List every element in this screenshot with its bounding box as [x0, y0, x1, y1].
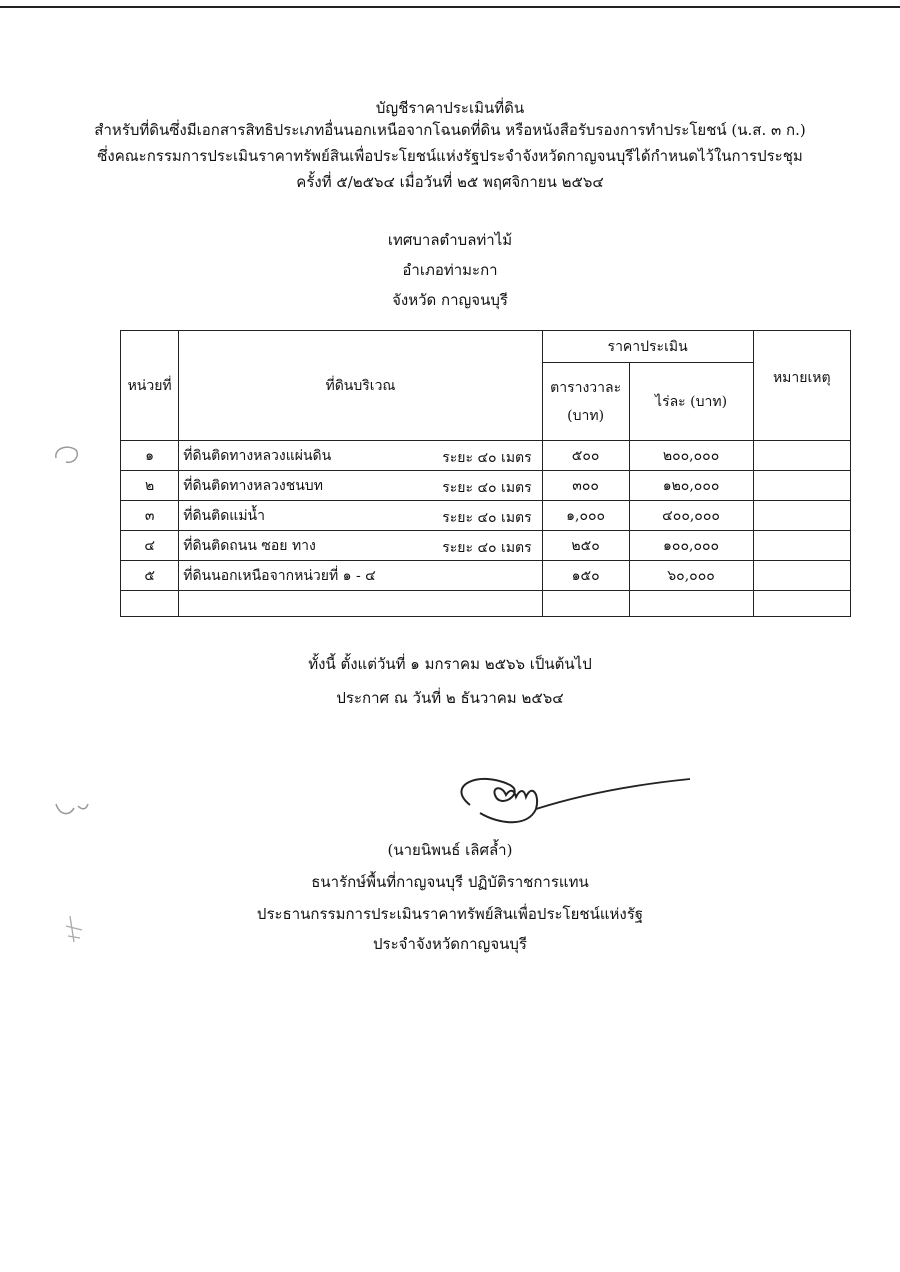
cell-per-rai: ๒๐๐,๐๐๐ — [629, 441, 753, 471]
area-distance: ระยะ ๔๐ เมตร — [442, 450, 532, 466]
cell-per-wa: ๒๕๐ — [542, 531, 629, 561]
cell-per-rai: ๑๐๐,๐๐๐ — [629, 531, 753, 561]
document-subtitle-line-2: ซึ่งคณะกรรมการประเมินราคาทรัพย์สินเพื่อประโยชน์แห่งรัฐประจำจังหวัดกาญจนบุรีได้กำหนดไว้ในการประชุม — [97, 147, 803, 165]
cell-per-wa: ๑,๐๐๐ — [542, 501, 629, 531]
cell-empty — [753, 591, 850, 617]
cell-empty — [121, 591, 179, 617]
document-subtitle-line-1: สำหรับที่ดินซึ่งมีเอกสารสิทธิประเภทอื่นนอกเหนือจากโฉนดที่ดิน หรือหนังสือรับรองการทำประโยชน์ (น.ส. ๓ ก.) — [94, 121, 806, 139]
header-price-group: ราคาประเมิน — [542, 331, 753, 363]
cell-note — [753, 531, 850, 561]
cell-area — [179, 561, 542, 591]
header-unit: หน่วยที่ — [121, 331, 179, 441]
signer-position-1: ธนารักษ์พื้นที่กาญจนบุรี ปฏิบัติราชการแทน — [311, 873, 589, 891]
table-row-empty — [121, 591, 851, 617]
header-per-rai: ไร่ละ (บาท) — [629, 363, 753, 441]
cell-unit: ๕ — [121, 561, 179, 591]
table-row — [121, 561, 851, 591]
document-title: บัญชีราคาประเมินที่ดิน — [375, 99, 525, 117]
cell-note — [753, 471, 850, 501]
cell-per-wa: ๓๐๐ — [542, 471, 629, 501]
municipality-name: เทศบาลตำบลท่าไม้ — [387, 231, 513, 249]
scan-smudge-mark — [62, 912, 88, 948]
cell-note — [753, 561, 850, 591]
province-name: จังหวัด กาญจนบุรี — [392, 291, 508, 309]
cell-area — [179, 501, 542, 531]
signer-name: (นายนิพนธ์ เลิศล้ำ) — [387, 841, 513, 859]
cell-unit: ๒ — [121, 471, 179, 501]
area-distance: ระยะ ๔๐ เมตร — [442, 540, 532, 556]
cell-unit: ๓ — [121, 501, 179, 531]
header-note: หมายเหตุ — [753, 331, 850, 441]
area-distance: ระยะ ๔๐ เมตร — [442, 510, 532, 526]
cell-per-rai: ๖๐,๐๐๐ — [629, 561, 753, 591]
effective-date: ทั้งนี้ ตั้งแต่วันที่ ๑ มกราคม ๒๕๖๖ เป็นต้นไป — [308, 655, 592, 673]
cell-empty — [542, 591, 629, 617]
area-description: ที่ดินติดทางหลวงแผ่นดิน — [183, 447, 332, 464]
appraisal-price-table — [120, 330, 851, 617]
cell-note — [753, 441, 850, 471]
area-description: ที่ดินติดแม่น้ำ — [183, 507, 265, 524]
signer-position-3: ประจำจังหวัดกาญจนบุรี — [373, 935, 527, 953]
cell-empty — [179, 591, 542, 617]
area-description: ที่ดินติดทางหลวงชนบท — [183, 477, 323, 494]
table-row — [121, 531, 851, 561]
table-row — [121, 441, 851, 471]
announcement-date: ประกาศ ณ วันที่ ๒ ธันวาคม ๒๕๖๔ — [336, 689, 564, 707]
table-row — [121, 501, 851, 531]
cell-per-rai: ๔๐๐,๐๐๐ — [629, 501, 753, 531]
cell-area — [179, 471, 542, 501]
signature-image — [440, 765, 700, 835]
scan-smudge-mark — [52, 796, 92, 820]
cell-per-rai: ๑๒๐,๐๐๐ — [629, 471, 753, 501]
cell-empty — [629, 591, 753, 617]
cell-per-wa: ๑๕๐ — [542, 561, 629, 591]
area-description: ที่ดินติดถนน ซอย ทาง — [183, 537, 316, 554]
cell-unit: ๔ — [121, 531, 179, 561]
cell-unit: ๑ — [121, 441, 179, 471]
header-per-wa: ตารางวาละ (บาท) — [542, 363, 629, 441]
cell-area — [179, 531, 542, 561]
area-description: ที่ดินนอกเหนือจากหน่วยที่ ๑ - ๔ — [183, 567, 376, 584]
area-distance: ระยะ ๔๐ เมตร — [442, 480, 532, 496]
cell-note — [753, 501, 850, 531]
table-row — [121, 471, 851, 501]
cell-per-wa: ๕๐๐ — [542, 441, 629, 471]
signer-position-2: ประธานกรรมการประเมินราคาทรัพย์สินเพื่อประโยชน์แห่งรัฐ — [256, 905, 644, 923]
cell-area — [179, 441, 542, 471]
top-border-line — [0, 6, 900, 8]
district-name: อำเภอท่ามะกา — [402, 261, 498, 279]
meeting-reference: ครั้งที่ ๕/๒๕๖๔ เมื่อวันที่ ๒๕ พฤศจิกายน ๒๕๖๔ — [296, 173, 604, 191]
header-area: ที่ดินบริเวณ — [179, 331, 542, 441]
scan-smudge-mark — [50, 440, 84, 470]
